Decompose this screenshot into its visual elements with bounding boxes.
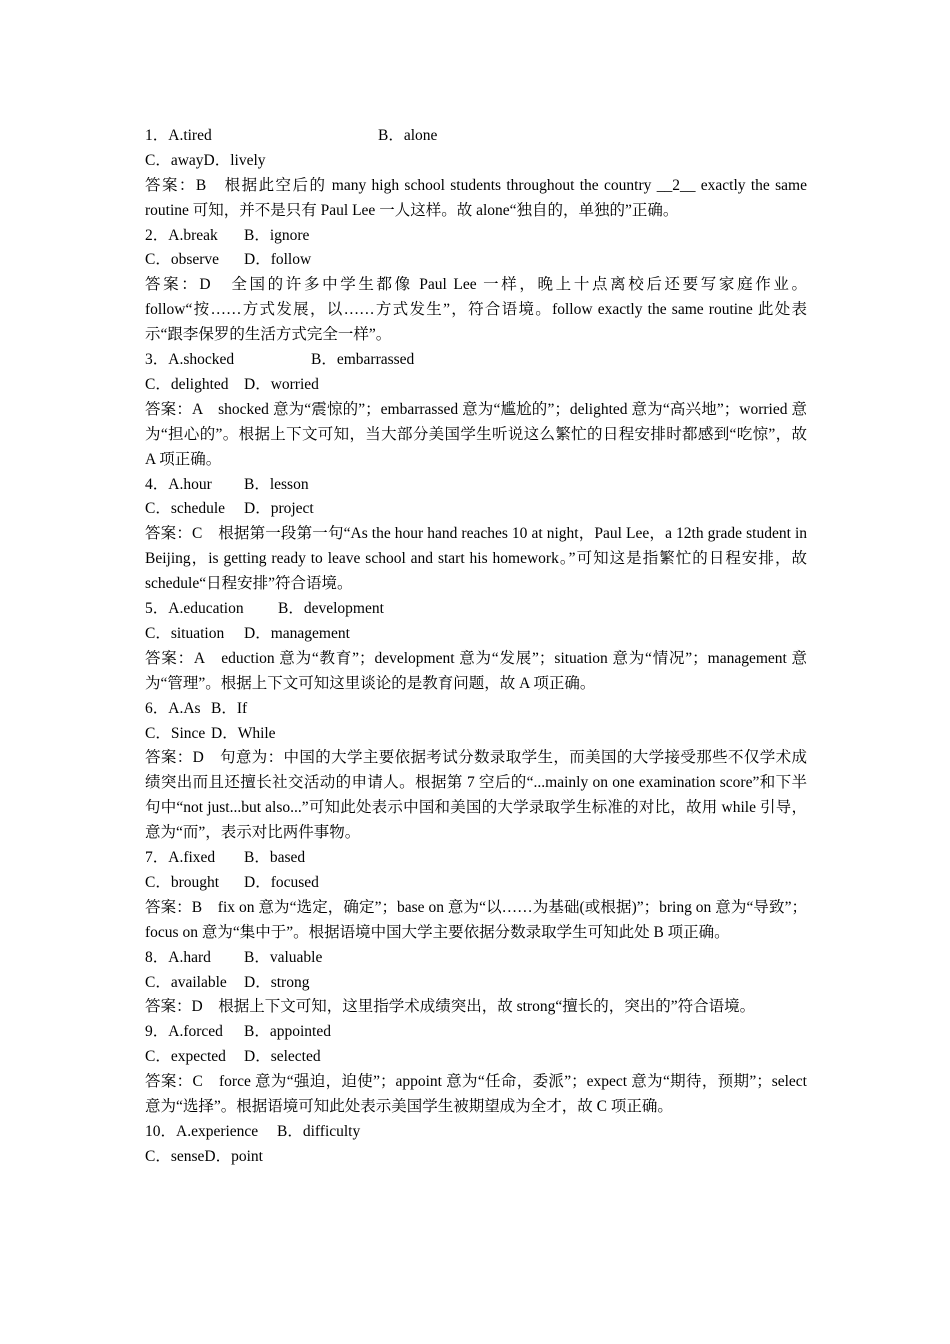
option-row (145, 149, 807, 174)
document-body (145, 124, 807, 1170)
option-row (145, 473, 807, 498)
option-c: C．sense (145, 1147, 205, 1165)
option-b: B．difficulty (277, 1122, 361, 1140)
answer-explanation: 答案：B fix on 意为“选定，确定”；base on 意为“以……为基础(或根据)”；bring on 意为“导致”；focus on 意为“集中于”。根据语境中国大学主要依据分数录取学生可知此处 B 项正确。 (145, 898, 807, 941)
option-row (145, 124, 807, 149)
option-b: B．If (211, 699, 248, 717)
option-d: D．focused (244, 873, 319, 891)
option-d: D．While (211, 724, 276, 742)
option-row (145, 597, 807, 622)
option-d: D．selected (244, 1048, 321, 1066)
answer-explanation: 答案：C force 意为“强迫，迫使”；appoint 意为“任命，委派”；expect 意为“期待，预期”；select 意为“选择”。根据语境可知此处表示美国学生被期望成为全才，故 C 项正确。 (145, 1073, 807, 1116)
option-row (145, 971, 807, 996)
option-row (145, 1145, 807, 1170)
answer-explanation: 答案：B 根据此空后的 many high school students throughout the country __2__ exactly the same routine 可知，并不是只有 Paul Lee 一人这样。故 alone“独自的，单独的”正确。 (145, 176, 807, 219)
option-b: B．development (278, 600, 384, 618)
option-row (145, 622, 807, 647)
option-a: 7．A.fixed (145, 849, 216, 867)
option-c: C．available (145, 973, 227, 991)
option-row (145, 722, 807, 747)
answer-explanation: 答案：A shocked 意为“震惊的”；embarrassed 意为“尴尬的”；delighted 意为“高兴地”；worried 意为“担心的”。根据上下文可知，当大部分美国学生听说这么繁忙的日程安排时都感到“吃惊”，故 A 项正确。 (145, 400, 807, 468)
option-a: 1．A.tired (145, 127, 212, 144)
option-b: B．based (244, 849, 306, 867)
option-row (145, 1020, 807, 1045)
option-d: D．strong (244, 973, 310, 991)
option-c: C．observe (145, 251, 220, 269)
option-c: C．away (145, 151, 204, 169)
option-b: B．appointed (244, 1023, 331, 1041)
option-a: 8．A.hard (145, 948, 211, 966)
answer-explanation: 答案：D 全国的许多中学生都像 Paul Lee 一样，晚上十点离校后还要写家庭作业。follow“按……方式发展，以……方式发生”，符合语境。follow exactly the same routine 此处表示“跟李保罗的生活方式完全一样”。 (145, 276, 807, 344)
option-d: D．point (204, 1147, 263, 1165)
option-row (145, 1045, 807, 1070)
option-a: 6．A.As (145, 699, 201, 717)
option-c: C．situation (145, 624, 225, 642)
answer-explanation: 答案：A eduction 意为“教育”；development 意为“发展”；situation 意为“情况”；management 意为“管理”。根据上下文可知这里谈论的是教育问题，故 A 项正确。 (145, 649, 807, 692)
option-d: D．lively (203, 151, 266, 169)
option-row (145, 348, 807, 373)
option-row (145, 373, 807, 398)
option-a: 9．A.forced (145, 1023, 223, 1041)
option-b: B．valuable (244, 948, 323, 966)
option-d: D．follow (244, 251, 312, 269)
option-d: D．project (244, 500, 314, 518)
option-c: C．brought (145, 873, 220, 891)
option-d: D．worried (244, 375, 319, 393)
option-a: 10．A.experience (145, 1122, 259, 1140)
answer-explanation: 答案：D 根据上下文可知，这里指学术成绩突出，故 strong“擅长的，突出的”符合语境。 (145, 998, 756, 1016)
option-b: B．lesson (244, 475, 309, 493)
option-row (145, 1120, 807, 1145)
option-row (145, 946, 807, 971)
option-row (145, 697, 807, 722)
answer-explanation: 答案：C 根据第一段第一句“As the hour hand reaches 10 at night，Paul Lee，a 12th grade student in Beijing，is getting ready to leave school and start his homework。”可知这是指繁忙的日程安排，故 schedule“日程安排”符合语境。 (145, 525, 807, 593)
option-row (145, 497, 807, 522)
answer-explanation: 答案：D 句意为：中国的大学主要依据考试分数录取学生，而美国的大学接受那些不仅学术成绩突出而且还擅长社交活动的申请人。根据第 7 空后的“...mainly on one examination score”和下半句中“not just...but also...”可知此处表示中国和美国的大学录取学生标准的对比，故用 while 引导，意为“而”，表示对比两件事物。 (145, 749, 807, 842)
option-row (145, 224, 807, 249)
option-row (145, 871, 807, 896)
option-d: D．management (244, 624, 350, 642)
option-c: C．Since (145, 724, 206, 742)
option-b: B．embarrassed (311, 351, 415, 369)
option-a: 3．A.shocked (145, 351, 235, 369)
option-a: 5．A.education (145, 600, 244, 618)
option-c: C．delighted (145, 375, 229, 393)
option-b: B．ignore (244, 226, 310, 244)
option-a: 2．A.break (145, 226, 218, 244)
option-row (145, 248, 807, 273)
option-row (145, 846, 807, 871)
option-b: B．alone (378, 127, 438, 144)
option-a: 4．A.hour (145, 475, 212, 493)
option-c: C．schedule (145, 500, 226, 518)
option-c: C．expected (145, 1048, 226, 1066)
